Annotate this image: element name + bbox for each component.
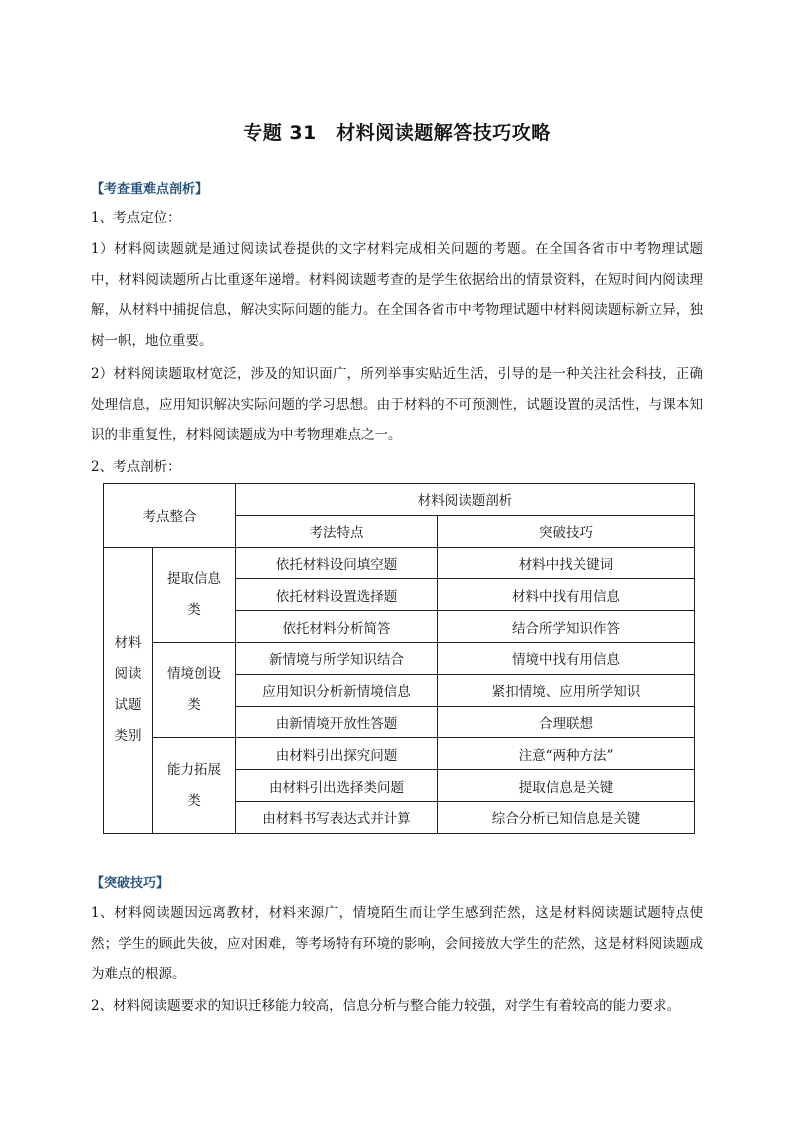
analysis-table — [103, 483, 695, 834]
table-skill-cell: 合理联想 — [438, 706, 695, 738]
paragraph-positioning-1: 1）材料阅读题就是通过阅读试卷提供的文字材料完成相关问题的考题。在全国各省市中考物理试题中，材料阅读题所占比重逐年递增。材料阅读题考查的是学生依据给出的情景资料，在短时间内阅读理解，从材料中捕捉信息，解决实际问题的能力。在全国各省市中考物理试题中材料阅读题标新立异，独树一帜，地位重要。 — [91, 241, 703, 349]
category-line: 材料 — [114, 635, 142, 652]
table-row — [104, 642, 695, 674]
page-title: 专题 31 材料阅读题解答技巧攻略 — [243, 122, 551, 144]
table-skill-cell: 情境中找有用信息 — [438, 642, 695, 674]
table-header-row — [104, 484, 695, 516]
paragraph-skills-1: 1、材料阅读题因远离教材，材料来源广，情境陌生而让学生感到茫然，这是材料阅读题试题特点使然；学生的顾此失彼，应对困难，等考场特有环境的影响，会间接放大学生的茫然，这是材料阅读题成为难点的根源。 — [91, 905, 703, 982]
table-feature-cell: 依托材料设置选择题 — [236, 579, 438, 611]
table-feature-cell: 由新情境开放性答题 — [236, 706, 438, 738]
table-row — [104, 547, 695, 579]
table-feature-cell: 新情境与所学知识结合 — [236, 642, 438, 674]
table-skill-cell: 注意“两种方法” — [438, 738, 695, 770]
paragraph-skills-2: 2、材料阅读题要求的知识迁移能力较高，信息分析与整合能力较强，对学生有着较高的能力要求。 — [91, 998, 681, 1014]
table-group-header: 材料阅读题剖析 — [236, 484, 695, 516]
table-skill-cell: 材料中找关键词 — [438, 547, 695, 579]
table-category-cell — [104, 547, 153, 833]
table-corner-cell: 考点整合 — [104, 484, 236, 548]
table-col-header-features: 考法特点 — [236, 515, 438, 547]
category-line: 阅读 — [114, 666, 142, 683]
section-heading-breakthrough-skills: 【突破技巧】 — [91, 876, 170, 891]
table-feature-cell: 由材料书写表达式并计算 — [236, 801, 438, 833]
table-skill-cell: 紧扣情境、应用所学知识 — [438, 674, 695, 706]
table-skill-cell: 结合所学知识作答 — [438, 611, 695, 643]
table-feature-cell: 由材料引出选择类问题 — [236, 770, 438, 802]
table-feature-cell: 应用知识分析新情境信息 — [236, 674, 438, 706]
table-feature-cell: 依托材料设问填空题 — [236, 547, 438, 579]
table-skill-cell: 提取信息是关键 — [438, 770, 695, 802]
category-line: 试题 — [114, 697, 142, 714]
table-feature-cell: 依托材料分析简答 — [236, 611, 438, 643]
table-row — [104, 738, 695, 770]
table-group-name-cell: 情境创设类 — [153, 642, 236, 737]
item-label-positioning: 1、考点定位： — [91, 210, 181, 226]
table-group-name-cell: 能力拓展类 — [153, 738, 236, 833]
table-group-name-cell: 提取信息类 — [153, 547, 236, 642]
category-line: 类别 — [114, 728, 142, 745]
item-label-analysis: 2、考点剖析： — [91, 459, 181, 475]
table-feature-cell: 由材料引出探究问题 — [236, 738, 438, 770]
table-skill-cell: 综合分析已知信息是关键 — [438, 801, 695, 833]
paragraph-positioning-2: 2）材料阅读题取材宽泛，涉及的知识面广，所列举事实贴近生活，引导的是一种关注社会科技，正确处理信息，应用知识解决实际问题的学习思想。由于材料的不可预测性，试题设置的灵活性，与课本知识的非重复性，材料阅读题成为中考物理难点之一。 — [91, 366, 703, 443]
table-skill-cell: 材料中找有用信息 — [438, 579, 695, 611]
table-col-header-skills: 突破技巧 — [438, 515, 695, 547]
section-heading-key-points: 【考查重难点剖析】 — [91, 182, 209, 197]
